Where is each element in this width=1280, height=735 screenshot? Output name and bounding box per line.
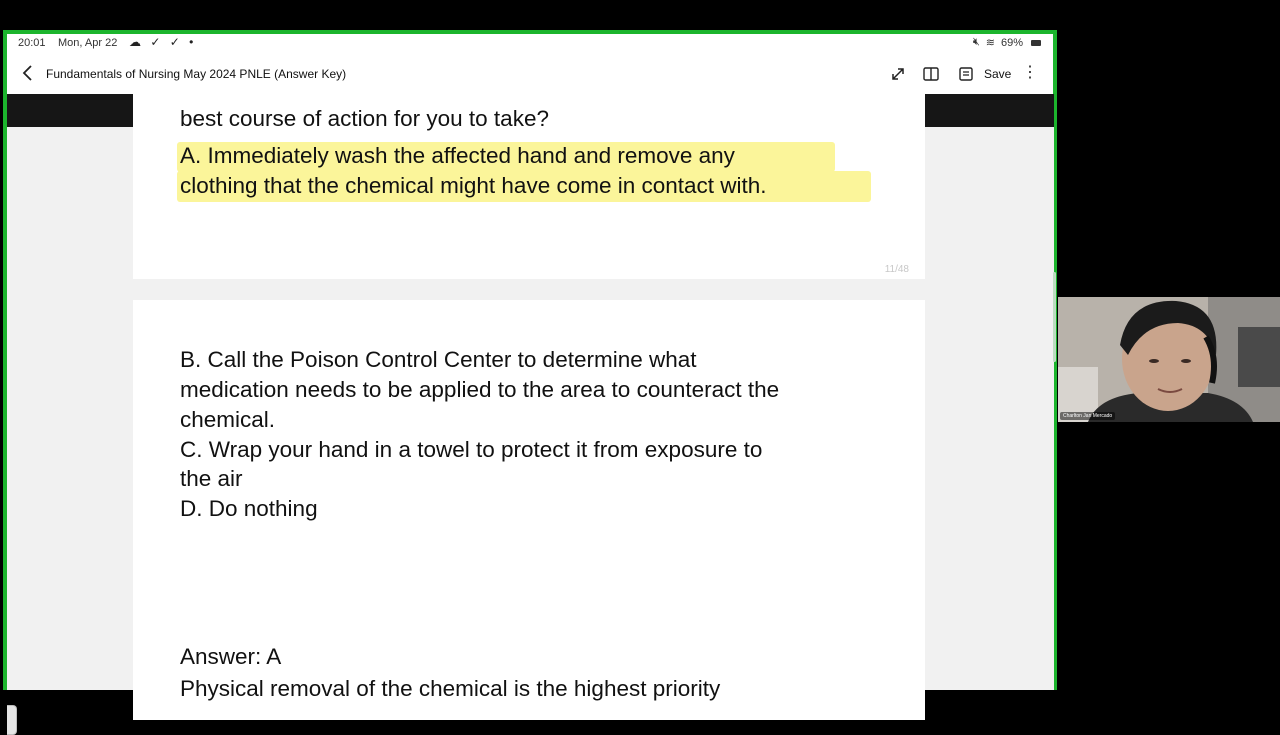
scrollbar-thumb[interactable] <box>1053 272 1056 362</box>
notification-icons: ☁ ✓ ✓ • <box>129 35 197 49</box>
save-button[interactable]: Save <box>984 67 1012 81</box>
option-c-line: C. Wrap your hand in a towel to protect it from exposure to <box>180 437 763 462</box>
more-options-icon[interactable]: ⋮ <box>1022 64 1038 81</box>
status-bar <box>7 34 1053 52</box>
participant-name: Charlton Jan Mercado <box>1060 412 1115 420</box>
option-b-line: B. Call the Poison Control Center to determine what <box>180 347 697 372</box>
back-arrow-icon[interactable] <box>21 62 41 84</box>
expand-icon[interactable] <box>888 64 908 84</box>
page <box>133 87 925 279</box>
webcam-feed <box>1058 297 1280 422</box>
status-date: Mon, Apr 22 <box>58 37 118 49</box>
page-number: 11/48 <box>884 264 909 275</box>
option-d-line: D. Do nothing <box>180 496 318 521</box>
option-b-line: chemical. <box>180 407 276 432</box>
rationale-line: Physical removal of the chemical is the highest priority <box>180 676 721 701</box>
question-text-line: best course of action for you to take? <box>180 106 549 131</box>
option-a-line: A. Immediately wash the affected hand and remove any <box>180 143 735 168</box>
side-panel-handle[interactable] <box>7 705 17 735</box>
book-view-icon[interactable] <box>921 64 941 84</box>
page <box>133 300 925 720</box>
wifi-icon: ≋ <box>985 37 995 49</box>
option-c-line: the air <box>180 466 243 491</box>
option-a-line: clothing that the chemical might have come in contact with. <box>180 173 767 198</box>
system-tray <box>973 36 1041 49</box>
battery-level: 69% <box>1000 36 1023 49</box>
option-b-line: medication needs to be applied to the area to counteract the <box>180 377 780 402</box>
status-time: 20:01 <box>18 37 46 49</box>
document-title: Fundamentals of Nursing May 2024 PNLE (Answer Key) <box>46 67 347 81</box>
document-canvas[interactable] <box>7 106 1054 701</box>
tablet-window <box>3 30 1057 701</box>
presenter-video <box>1058 297 1280 422</box>
page-list-icon[interactable] <box>956 64 976 84</box>
battery-icon <box>1031 40 1041 46</box>
mute-icon: 🔇︎ <box>972 36 980 48</box>
answer-text: Answer: A <box>180 644 282 669</box>
